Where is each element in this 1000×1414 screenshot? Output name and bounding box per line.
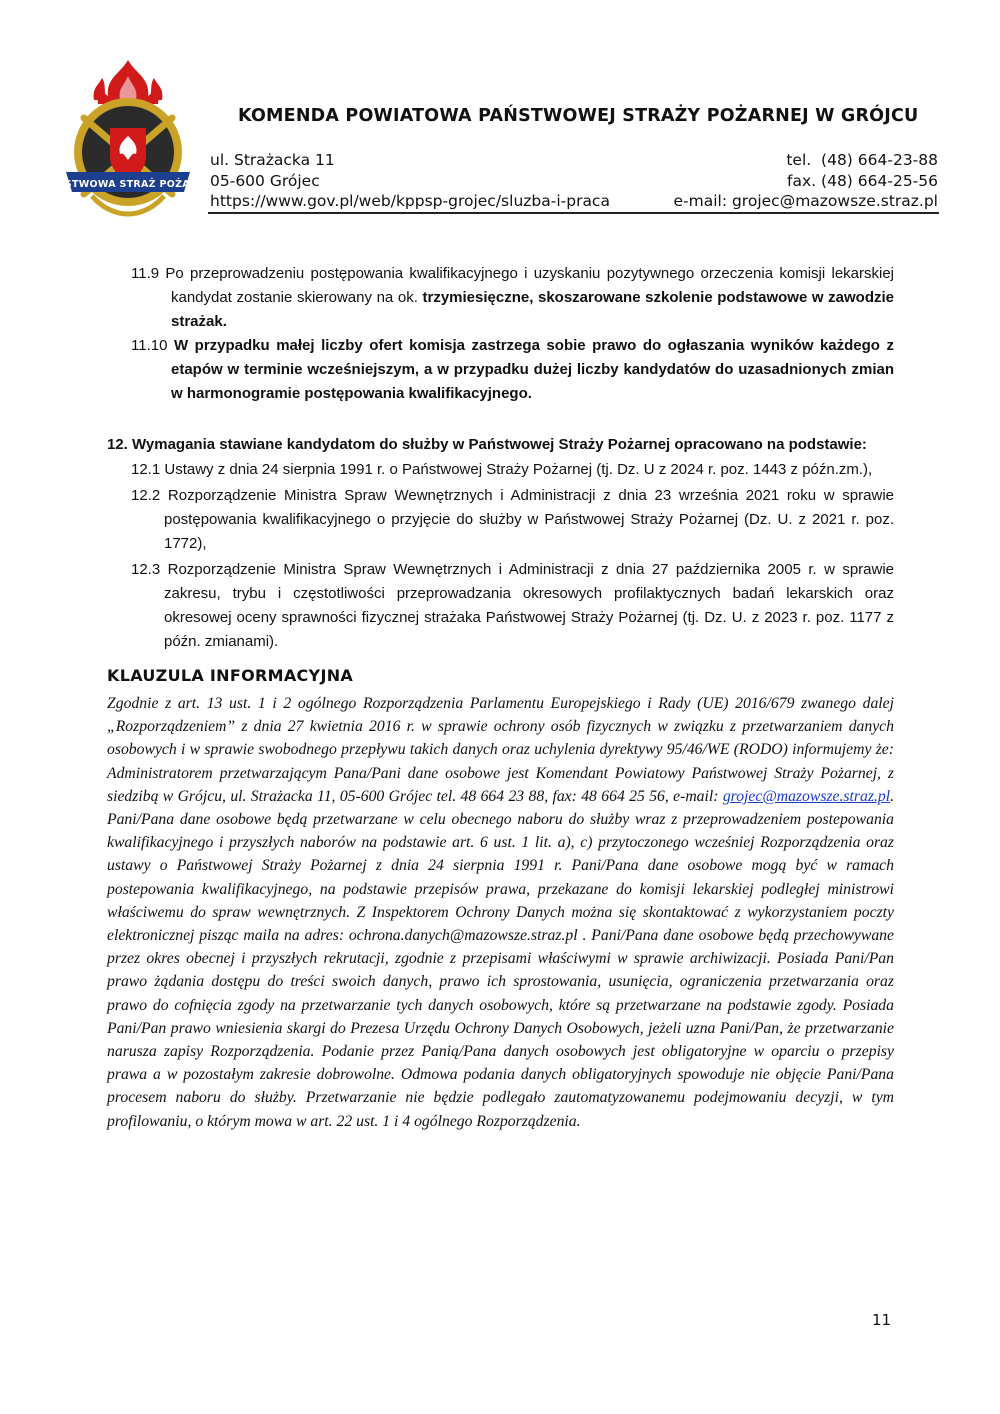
item-11-9 xyxy=(131,262,894,334)
item-text: Rozporządzenie Ministra Spraw Wewnętrznych i Administracji z dnia 27 października 2005 r. w sprawie zakresu, trybu i częstotliwości przeprowadzania okresowych profilaktycznych badań lekarskich oraz okresowej oceny sprawności fizycznej strażaka Państwowej Straży Pożarnej (tj. Dz. U. z 2023 r. poz. 1177 z późn. zmianami). xyxy=(164,561,895,650)
klauzula-body xyxy=(107,692,894,1133)
psp-logo xyxy=(42,56,214,218)
fax-number: fax. (48) 664-25-56 xyxy=(787,171,938,190)
item-text: Ustawy z dnia 24 sierpnia 1991 r. o Państwowej Straży Pożarnej (tj. Dz. U z 2024 r. poz. 1443 z późn.zm.), xyxy=(164,461,873,478)
klauzula-heading: KLAUZULA INFORMACYJNA xyxy=(107,666,354,685)
item-number: 12.3 xyxy=(131,561,161,578)
item-text-bold: trzymiesięczne, skoszarowane szkolenie podstawowe w zawodzie strażak. xyxy=(171,289,895,330)
phone-number: tel. (48) 664-23-88 xyxy=(786,151,938,169)
item-number: 12.1 xyxy=(131,461,161,478)
item-text: Po przeprowadzeniu postępowania kwalifikacyjnego i uzyskaniu pozytywnego orzeczenia komisji lekarskiej kandydat zostanie skierowany na ok. xyxy=(165,265,894,306)
organization-title: KOMENDA POWIATOWA PAŃSTWOWEJ STRAŻY POŻARNEJ W GRÓJCU xyxy=(238,106,919,126)
postal-city: 05-600 Grójec xyxy=(210,171,320,190)
item-text-bold: W przypadku małej liczby ofert komisja zastrzega sobie prawo do ogłaszania wyników każdego z etapów w terminie wcześniejszym, a w przypadku dużej liczby kandydatów do uzasadnionych zmian w harmonogramie postępowania kwalifikacyjnego. xyxy=(171,337,894,402)
contact-block xyxy=(618,150,938,212)
section-12-heading: 12. Wymagania stawiane kandydatom do służby w Państwowej Straży Pożarnej opracowano na podstawie: xyxy=(107,436,867,453)
email-address[interactable]: e-mail: grojec@mazowsze.straz.pl xyxy=(673,192,938,210)
address-block xyxy=(210,150,630,212)
item-12-2 xyxy=(131,484,894,556)
page-number: 11 xyxy=(872,1311,892,1329)
street-address: ul. Strażacka 11 xyxy=(210,151,335,169)
item-text: Rozporządzenie Ministra Spraw Wewnętrznych i Administracji z dnia 23 września 2021 roku w sprawie postępowania kwalifikacyjnego o przyjęcie do służby w Państwowej Straży Pożarnej (Dz. U. z 2021 r. poz. 1772), xyxy=(164,487,894,552)
item-11-10 xyxy=(131,334,894,406)
item-number: 11.9 xyxy=(131,265,160,282)
item-number: 11.10 xyxy=(131,337,168,354)
email-link[interactable]: grojec@mazowsze.straz.pl xyxy=(722,787,891,805)
item-12-1 xyxy=(131,458,894,482)
svg-text:PAŃSTWOWA STRAŻ POŻARNA: PAŃSTWOWA STRAŻ POŻARNA xyxy=(42,179,214,190)
klauzula-text-1: Zgodnie z art. 13 ust. 1 i 2 ogólnego Rozporządzenia Parlamentu Europejskiego i Rady (UE) 2016/679 zwanego dalej „Rozporządzeniem” z dnia 27 kwietnia 2016 r. w sprawie ochrony osób fizycznych w związku z przetwarzaniem danych osobowych i w sprawie swobodnego przepływu takich danych oraz uchylenia dyrektywy 95/46/WE (RODO) informujemy że: Administratorem przetwarzającym Pana/Pani dane osobowe jest Komendant Powiatowy Państwowej Straży Pożarnej, z siedzibą w Grójcu, ul. Strażacka 11, 05-600 Grójec tel. 48 664 23 88, fax: 48 664 25 56, e-mail: xyxy=(107,695,894,805)
header-divider xyxy=(208,212,939,214)
item-12-3 xyxy=(131,558,894,654)
item-number: 12.2 xyxy=(131,487,161,504)
website-link[interactable]: https://www.gov.pl/web/kppsp-grojec/sluzba-i-praca xyxy=(210,192,610,210)
klauzula-text-2: . Pani/Pana dane osobowe będą przetwarzane w celu obecnego naboru do służby wraz z przeprowadzeniem postepowania kwalifikacyjnego i przyszłych naborów na podstawie art. 6 ust. 1 lit. a), c) przytoczonego wcześniej Rozporządzenia oraz ustawy o Państwowej Straży Pożarnej z dnia 24 sierpnia 1991 r. Pani/Pana dane osobowe mogą być w ramach postepowania kwalifikacyjnego, na podstawie przepisów prawa, przekazane do komisji lekarskiej podległej ministrowi właściwemu do spraw wewnętrznych. Z Inspektorem Ochrony Danych można się skontaktować z wykorzystaniem poczty elektronicznej pisząc maila na adres: ochrona.danych@mazowsze.straz.pl . Pani/Pana dane osobowe będą przechowywane przez okres obecnej i przyszłych rekrutacji, zgodnie z przepisami właściwymi w sprawie archiwizacji. Posiada Pani/Pan prawo żądania dostępu do treści swoich danych, prawo ich sprostowania, usunięcia, ograniczenia przetwarzania oraz prawo do cofnięcia zgody na przetwarzanie tych danych osobowych, które są przetwarzane na podstawie zgody. Posiada Pani/Pan prawo wniesienia skargi do Prezesa Urzędu Ochrony Danych Osobowych, jeżeli uzna Pani/Pan, że przetwarzanie narusza zapisy Rozporządzenia. Podanie przez Panią/Pana danych osobowych jest obligatoryjne w oparciu o przepisy prawa a w pozostałym zakresie dobrowolne. Odmowa podania danych obligatoryjnych spowoduje nie objęcie Pani/Pana procesem naboru do służby. Przetwarzanie nie będzie podlegało zautomatyzowanemu podejmowaniu decyzji, w tym profilowaniu, o którym mowa w art. 22 ust. 1 i 4 ogólnego Rozporządzenia. xyxy=(107,787,894,1130)
